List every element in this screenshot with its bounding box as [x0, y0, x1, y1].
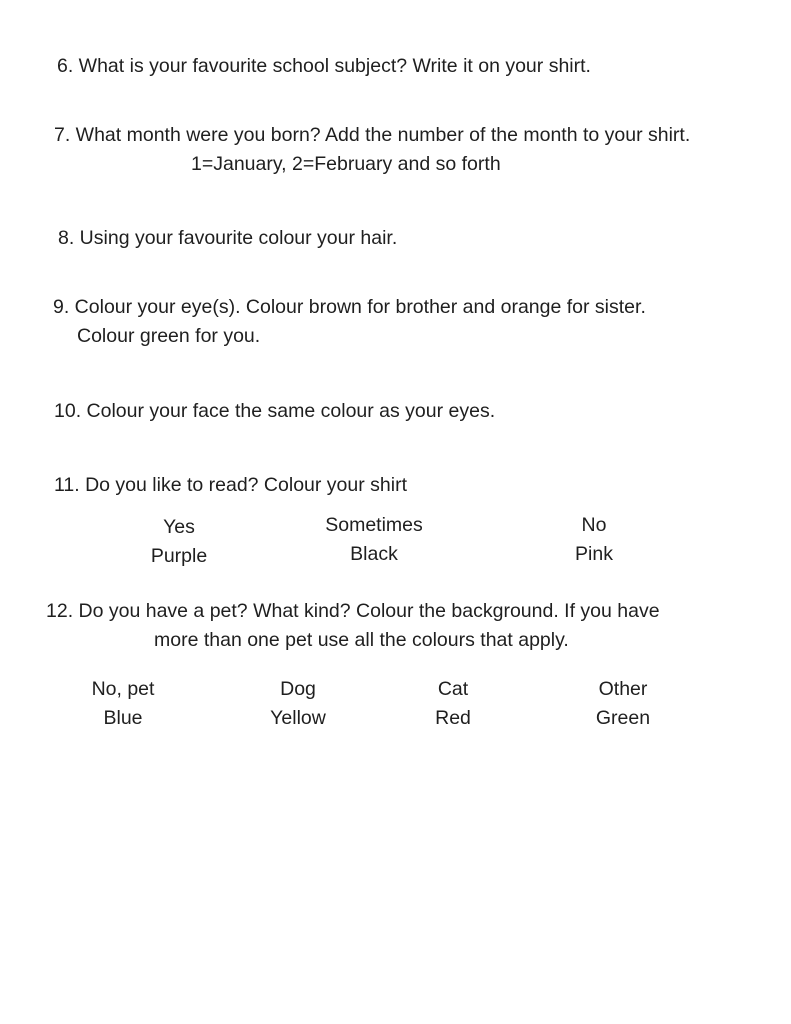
q11-option-colour: Purple [150, 545, 208, 567]
q11-option-colour: Pink [575, 543, 613, 565]
q12-option-colour: Yellow [270, 707, 326, 729]
question-8: 8. Using your favourite colour your hair. [58, 227, 398, 249]
question-9-line-1: 9. Colour your eye(s). Colour brown for brother and orange for sister. [53, 296, 646, 318]
question-10: 10. Colour your face the same colour as your eyes. [54, 400, 496, 422]
q12-option-colour: Green [595, 707, 651, 729]
question-11: 11. Do you like to read? Colour your shirt [54, 474, 407, 496]
question-7-line-1: 7. What month were you born? Add the number of the month to your shirt. [54, 124, 691, 146]
question-7-line-2: 1=January, 2=February and so forth [191, 153, 501, 175]
q12-option-colour: Red [435, 707, 471, 729]
q11-option-answer: Yes [163, 516, 195, 538]
question-12-line-1: 12. Do you have a pet? What kind? Colour the background. If you have [46, 600, 660, 622]
question-6: 6. What is your favourite school subject? Write it on your shirt. [57, 55, 591, 77]
q12-option-colour: Blue [103, 707, 143, 729]
q12-option-answer: Cat [437, 678, 469, 700]
q11-option-answer: No [581, 514, 607, 536]
q12-option-answer: No, pet [91, 678, 155, 700]
q11-option-colour: Black [350, 543, 398, 565]
q11-option-answer: Sometimes [325, 514, 423, 536]
question-12-line-2: more than one pet use all the colours that apply. [154, 629, 569, 651]
question-9-line-2: Colour green for you. [77, 325, 261, 347]
q12-option-answer: Other [598, 678, 648, 700]
q12-option-answer: Dog [280, 678, 316, 700]
